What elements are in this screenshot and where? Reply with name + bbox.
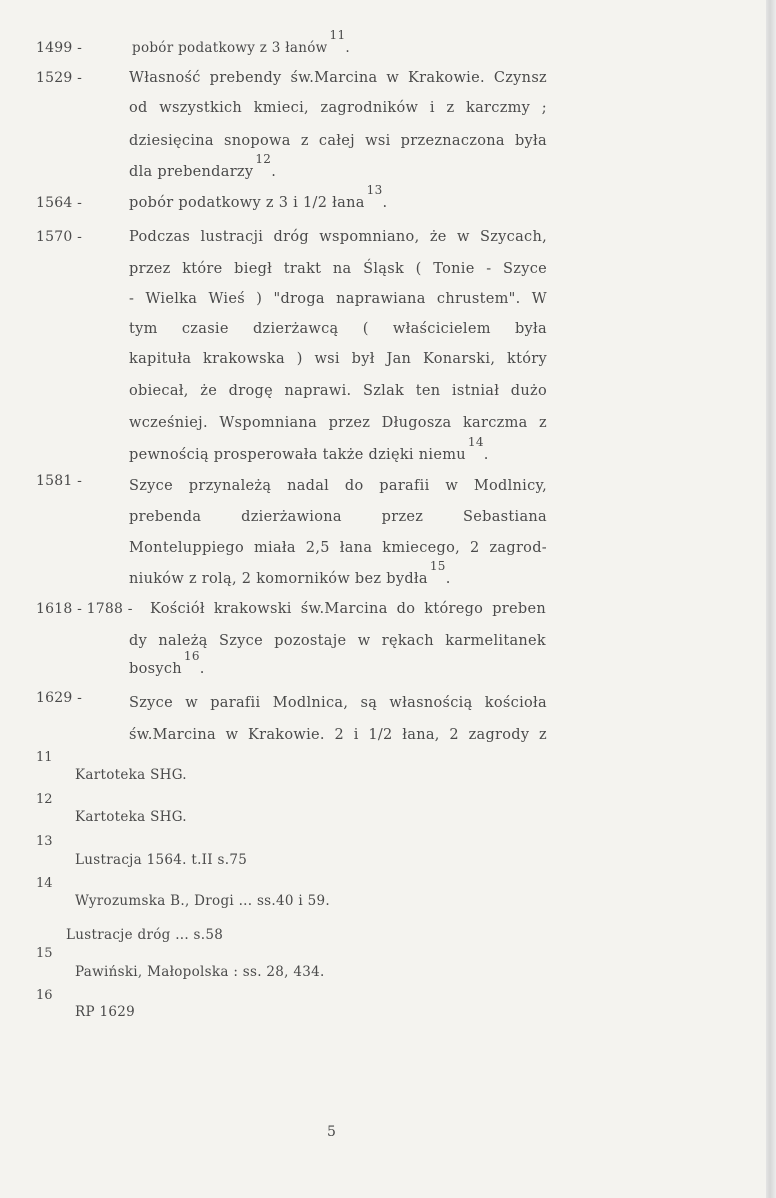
- footnote-text: Lustracje dróg ... s.58: [66, 927, 224, 943]
- entry-year: 1570 -: [36, 229, 83, 245]
- entry-line: - Wielka Wieś ) "droga naprawiana chrustem". W: [129, 291, 547, 307]
- entry-line: Szyce w parafii Modlnica, są własnością kościoła: [129, 695, 547, 711]
- page-number: 5: [327, 1124, 336, 1140]
- entry-year: 1564 -: [36, 195, 83, 211]
- footnote-ref: 15: [429, 559, 446, 573]
- entry-line: przez które biegł trakt na Śląsk ( Tonie - Szyce: [129, 261, 547, 277]
- footnote-number: 16: [36, 988, 53, 1003]
- footnote-number: 12: [36, 792, 53, 807]
- entry-line: kapituła krakowska ) wsi był Jan Konarski, który: [129, 351, 547, 367]
- footnote-text: Wyrozumska B., Drogi ... ss.40 i 59.: [75, 893, 330, 909]
- footnote-number: 14: [36, 876, 53, 891]
- entry-line: obiecał, że drogę naprawi. Szlak ten istniał dużo: [129, 383, 547, 399]
- footnote-ref: 11: [329, 28, 346, 42]
- entry-line: Kościół krakowski św.Marcina do którego preben: [150, 601, 546, 617]
- footnote-ref: 14: [467, 435, 484, 449]
- footnote-number: 13: [36, 834, 53, 849]
- entry-line: dy należą Szyce pozostaje w rękach karmelitanek: [129, 633, 546, 649]
- footnote-text: Kartoteka SHG.: [75, 809, 187, 825]
- footnote-number: 15: [36, 946, 53, 961]
- entry-line: prebenda dzierżawiona przez Sebastiana: [129, 509, 547, 525]
- entry-line: Monteluppiego miała 2,5 łana kmiecego, 2 zagrod-: [129, 540, 547, 556]
- entry-year: 1629 -: [36, 690, 83, 706]
- entry-line: wcześniej. Wspomniana przez Długosza karczma z: [129, 415, 547, 431]
- entry-line: św.Marcina w Krakowie. 2 i 1/2 łana, 2 zagrody z: [129, 727, 547, 743]
- entry-line: Własność prebendy św.Marcina w Krakowie. Czynsz: [129, 70, 547, 86]
- page-edge-shadow: [766, 0, 776, 1198]
- entry-line: Szyce przynależą nadal do parafii w Modlnicy,: [129, 478, 547, 494]
- footnote-ref: 16: [183, 649, 200, 663]
- footnote-ref: 12: [255, 152, 272, 166]
- entry-line: niuków z rolą, 2 komorników bez bydła$^{15}$.: [129, 559, 451, 587]
- footnote-text: Kartoteka SHG.: [75, 767, 187, 783]
- entry-year: 1499 -: [36, 40, 83, 56]
- footnote-text: Lustracja 1564. t.II s.75: [75, 852, 248, 868]
- entry-line: dla prebendarzy$^{12}$.: [129, 152, 277, 180]
- entry-line: pewnością prosperowała także dzięki niemu$^{14}$.: [129, 435, 489, 463]
- entry-line: dziesięcina snopowa z całej wsi przeznaczona była: [129, 133, 547, 149]
- entry-year: 1618 - 1788 -: [36, 601, 133, 617]
- entry-line: pobór podatkowy z 3 łanów11.: [132, 28, 351, 56]
- entry-year: 1529 -: [36, 70, 83, 86]
- footnote-ref: 13: [366, 183, 383, 197]
- entry-line: od wszystkich kmieci, zagrodników i z karczmy ;: [129, 100, 547, 116]
- footnote-text: RP 1629: [75, 1004, 135, 1020]
- entry-line: pobór podatkowy z 3 i 1/2 łana$^{13}$.: [129, 183, 388, 211]
- entry-year: 1581 -: [36, 473, 83, 489]
- entry-line: tym czasie dzierżawcą ( właścicielem była: [129, 321, 547, 337]
- entry-line: bosych$^{16}$.: [129, 649, 205, 677]
- footnote-text: Pawiński, Małopolska : ss. 28, 434.: [75, 964, 325, 980]
- footnote-number: 11: [36, 750, 53, 765]
- entry-line: Podczas lustracji dróg wspomniano, że w Szycach,: [129, 229, 547, 245]
